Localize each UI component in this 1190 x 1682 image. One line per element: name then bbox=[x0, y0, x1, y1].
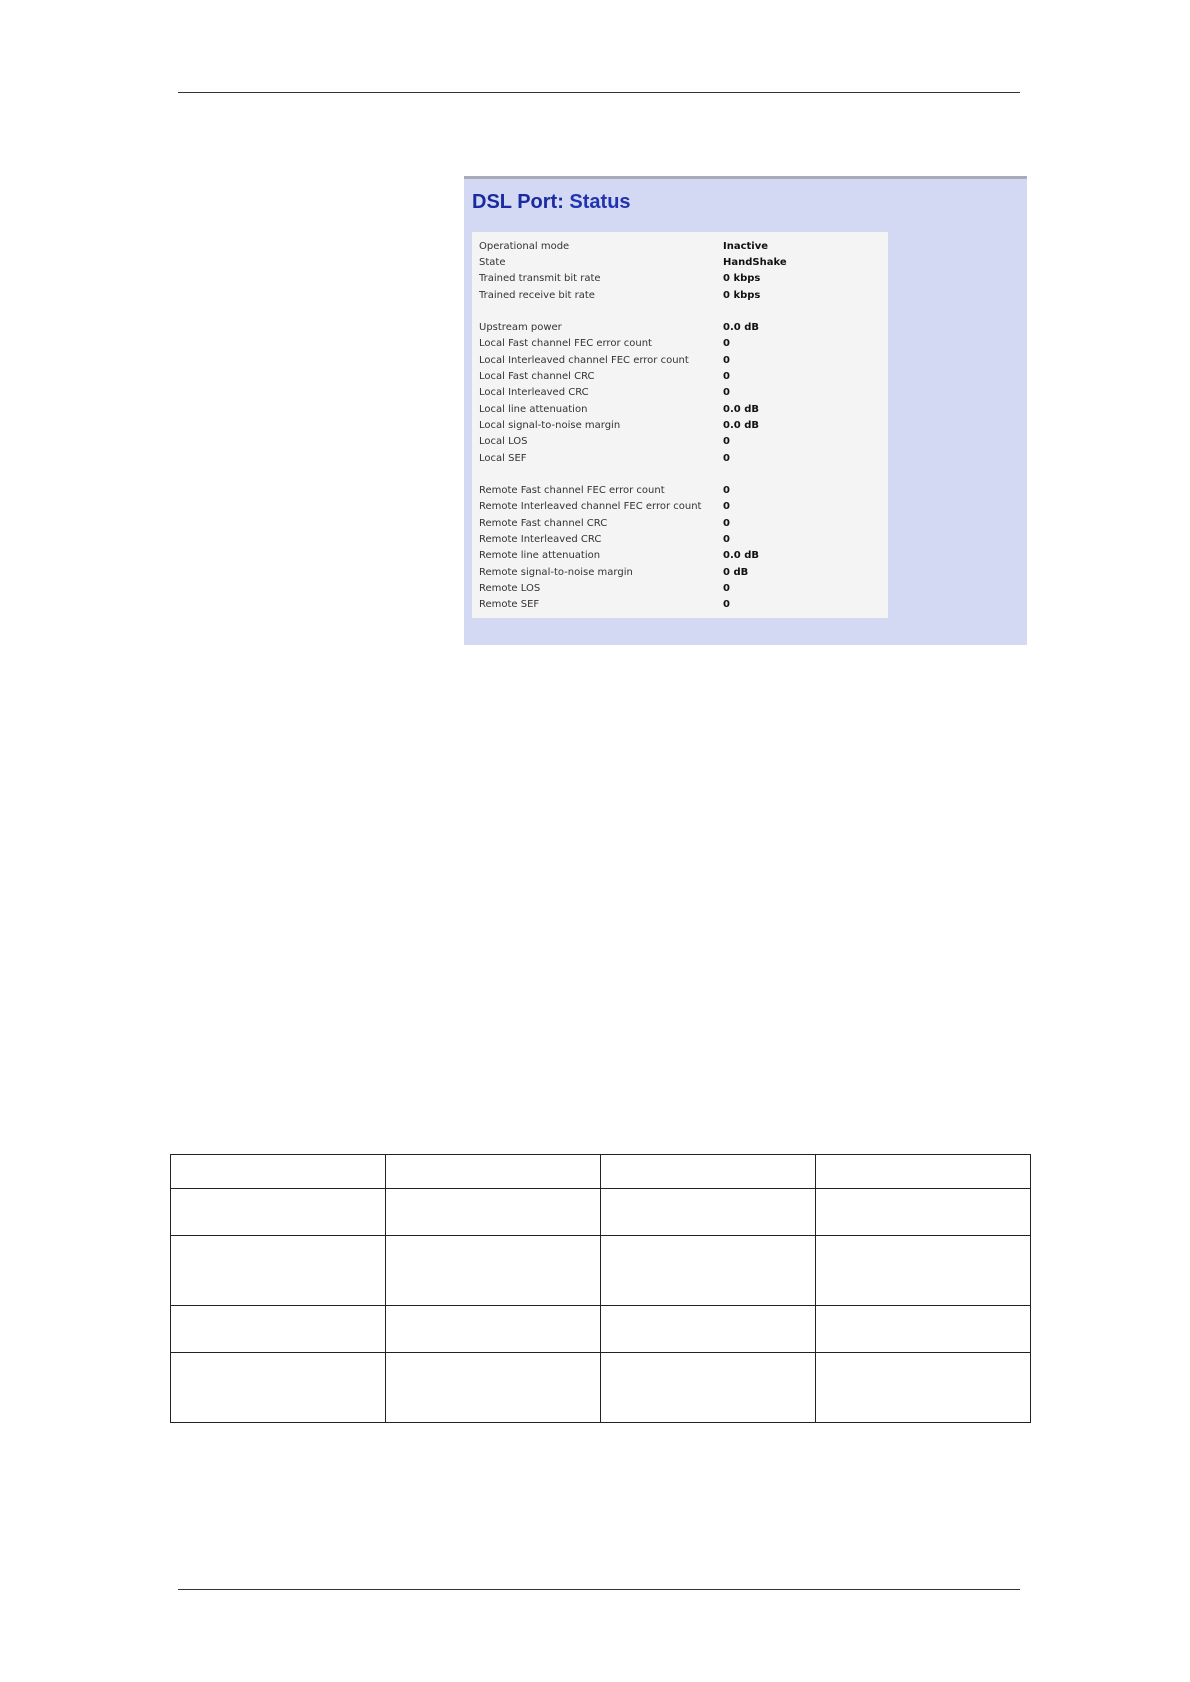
table-cell bbox=[601, 1306, 816, 1353]
table-cell bbox=[816, 1155, 1031, 1189]
status-label: Local line attenuation bbox=[479, 403, 588, 415]
table-cell bbox=[816, 1189, 1031, 1236]
status-value: 0 bbox=[723, 354, 730, 366]
table-cell bbox=[386, 1155, 601, 1189]
status-value: 0 bbox=[723, 582, 730, 594]
status-value: 0 bbox=[723, 452, 730, 464]
status-row bbox=[472, 401, 888, 417]
status-row bbox=[472, 352, 888, 368]
status-row bbox=[472, 434, 888, 450]
status-row bbox=[472, 319, 888, 335]
table-row bbox=[171, 1306, 1031, 1353]
status-value: HandShake bbox=[723, 256, 787, 268]
table-cell bbox=[386, 1306, 601, 1353]
status-label: Trained transmit bit rate bbox=[479, 273, 601, 285]
status-row bbox=[472, 417, 888, 433]
status-label: Remote LOS bbox=[479, 582, 541, 594]
status-label: Remote SEF bbox=[479, 599, 540, 611]
status-row bbox=[472, 368, 888, 384]
status-label: State bbox=[479, 256, 506, 268]
status-label: Operational mode bbox=[479, 240, 570, 252]
status-row bbox=[472, 336, 888, 352]
status-row-spacer bbox=[472, 466, 888, 482]
status-label: Local Fast channel CRC bbox=[479, 371, 595, 383]
status-value: 0 bbox=[723, 517, 730, 529]
table-cell bbox=[386, 1236, 601, 1306]
table-cell bbox=[601, 1155, 816, 1189]
status-row bbox=[472, 238, 888, 254]
status-row bbox=[472, 271, 888, 287]
status-value: 0 dB bbox=[723, 566, 749, 578]
status-label: Trained receive bit rate bbox=[479, 289, 595, 301]
table-cell bbox=[816, 1306, 1031, 1353]
table-cell bbox=[171, 1155, 386, 1189]
status-label: Remote signal-to-noise margin bbox=[479, 566, 633, 578]
status-label: Remote line attenuation bbox=[479, 550, 601, 562]
status-value: 0 bbox=[723, 436, 730, 448]
panel-title-strong: DSL Port: bbox=[472, 191, 564, 213]
status-value: Inactive bbox=[723, 240, 769, 252]
status-value: 0 bbox=[723, 533, 730, 545]
status-label: Local SEF bbox=[479, 452, 527, 464]
status-row bbox=[472, 548, 888, 564]
table-cell bbox=[601, 1236, 816, 1306]
status-row bbox=[472, 564, 888, 580]
table-cell bbox=[386, 1189, 601, 1236]
status-row bbox=[472, 385, 888, 401]
status-label: Remote Interleaved channel FEC error count bbox=[479, 501, 702, 513]
status-label: Remote Fast channel CRC bbox=[479, 517, 608, 529]
header-rule bbox=[178, 92, 1020, 93]
empty-table bbox=[170, 1154, 1031, 1423]
status-row bbox=[472, 499, 888, 515]
panel-title bbox=[472, 191, 631, 214]
status-label: Local Interleaved channel FEC error count bbox=[479, 354, 689, 366]
table-cell bbox=[171, 1189, 386, 1236]
status-value: 0 bbox=[723, 501, 730, 513]
table-cell bbox=[816, 1236, 1031, 1306]
status-row bbox=[472, 531, 888, 547]
status-label: Local Interleaved CRC bbox=[479, 387, 589, 399]
status-value: 0 bbox=[723, 485, 730, 497]
table-cell bbox=[601, 1189, 816, 1236]
status-label: Local LOS bbox=[479, 436, 528, 448]
status-row-spacer bbox=[472, 303, 888, 319]
status-value: 0.0 dB bbox=[723, 419, 759, 431]
status-label: Upstream power bbox=[479, 322, 562, 334]
status-row bbox=[472, 597, 888, 613]
status-label: Local signal-to-noise margin bbox=[479, 419, 621, 431]
panel-title-rest: Status bbox=[569, 191, 631, 213]
status-row bbox=[472, 482, 888, 498]
status-value: 0 bbox=[723, 387, 730, 399]
status-value: 0.0 dB bbox=[723, 550, 759, 562]
footer-rule bbox=[178, 1589, 1020, 1590]
table-row bbox=[171, 1189, 1031, 1236]
status-row bbox=[472, 515, 888, 531]
status-value: 0 bbox=[723, 599, 730, 611]
status-label: Remote Fast channel FEC error count bbox=[479, 485, 665, 497]
table-row bbox=[171, 1155, 1031, 1189]
status-row bbox=[472, 450, 888, 466]
status-row bbox=[472, 580, 888, 596]
table-cell bbox=[601, 1353, 816, 1423]
status-value: 0 kbps bbox=[723, 273, 761, 285]
dsl-status-screenshot bbox=[464, 176, 1027, 645]
status-label: Local Fast channel FEC error count bbox=[479, 338, 652, 350]
status-label: Remote Interleaved CRC bbox=[479, 533, 602, 545]
status-value: 0 bbox=[723, 338, 730, 350]
status-value: 0 bbox=[723, 371, 730, 383]
status-value: 0.0 dB bbox=[723, 403, 759, 415]
table-cell bbox=[171, 1306, 386, 1353]
table-cell bbox=[386, 1353, 601, 1423]
status-row bbox=[472, 254, 888, 270]
table-cell bbox=[171, 1353, 386, 1423]
table-cell bbox=[816, 1353, 1031, 1423]
status-value: 0 kbps bbox=[723, 289, 761, 301]
table-cell bbox=[171, 1236, 386, 1306]
table-row bbox=[171, 1353, 1031, 1423]
table-row bbox=[171, 1236, 1031, 1306]
status-row bbox=[472, 287, 888, 303]
status-value: 0.0 dB bbox=[723, 322, 759, 334]
status-list bbox=[472, 232, 888, 618]
